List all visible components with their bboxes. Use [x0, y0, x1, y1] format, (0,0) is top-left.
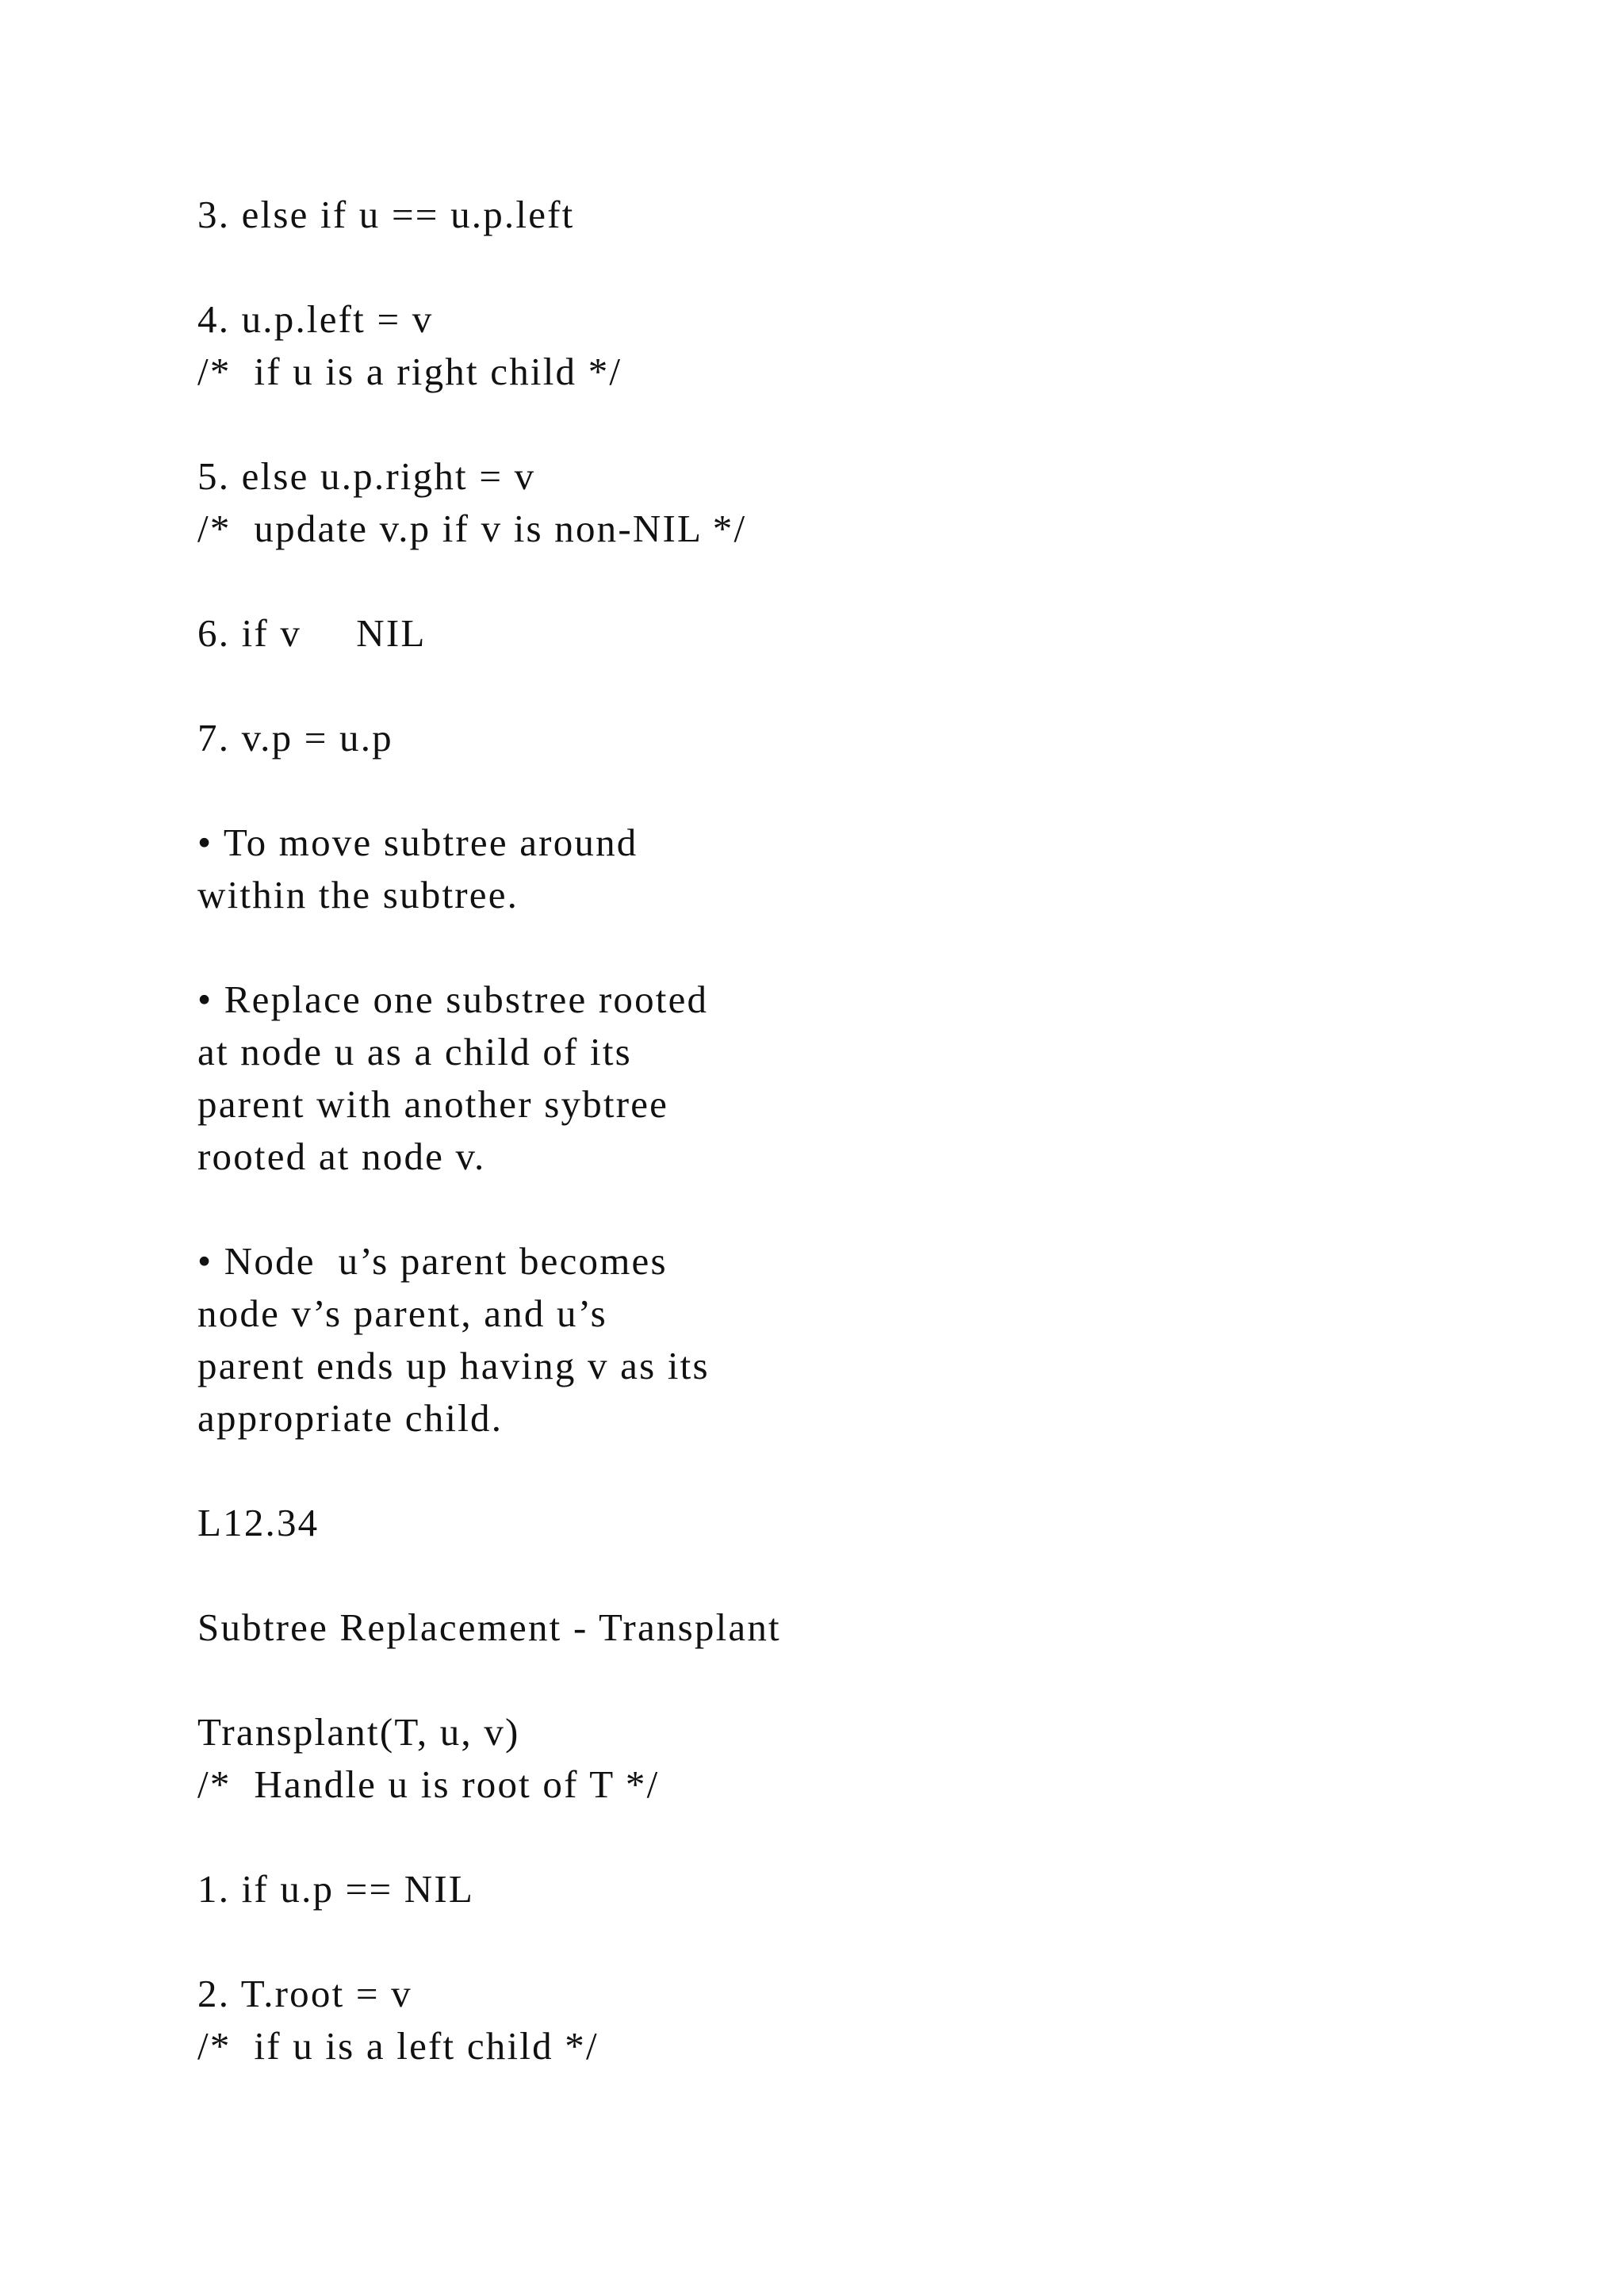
- bullet-replace-line-3: parent with another sybtree: [197, 1082, 669, 1126]
- blank-line: [197, 398, 1545, 450]
- bullet-move-subtree-line-1: • To move subtree around: [197, 821, 638, 864]
- bullet-replace-line-2: at node u as a child of its: [197, 1030, 632, 1073]
- bullet-replace-line-1: • Replace one substree rooted: [197, 978, 709, 1021]
- code-line-1: 1. if u.p == NIL: [197, 1867, 475, 1911]
- blank-line: [197, 921, 1545, 974]
- blank-line: [197, 555, 1545, 607]
- code-comment-update-vp: /* update v.p if v is non-NIL */: [197, 507, 747, 550]
- code-line-6: 6. if v   NIL: [197, 611, 427, 655]
- bullet-parent-line-1: • Node u’s parent becomes: [197, 1239, 668, 1283]
- slide-title: Subtree Replacement - Transplant: [197, 1605, 781, 1649]
- code-line-2: 2. T.root = v: [197, 1972, 412, 2015]
- bullet-parent-line-4: appropriate child.: [197, 1396, 504, 1440]
- blank-line: [197, 1654, 1545, 1706]
- code-comment-root: /* Handle u is root of T */: [197, 1762, 660, 1806]
- blank-line: [197, 1915, 1545, 1968]
- blank-line: [197, 1445, 1545, 1497]
- code-line-5: 5. else u.p.right = v: [197, 454, 536, 498]
- bullet-parent-line-2: node v’s parent, and u’s: [197, 1292, 607, 1335]
- blank-line: [197, 660, 1545, 712]
- bullet-parent-line-3: parent ends up having v as its: [197, 1344, 710, 1387]
- function-signature: Transplant(T, u, v): [197, 1710, 520, 1754]
- code-comment-left-child: /* if u is a left child */: [197, 2024, 599, 2068]
- blank-line: [197, 1183, 1545, 1235]
- code-line-3: 3. else if u == u.p.left: [197, 193, 575, 236]
- blank-line: [197, 1811, 1545, 1863]
- bullet-replace-line-4: rooted at node v.: [197, 1135, 486, 1178]
- code-line-4: 4. u.p.left = v: [197, 297, 434, 341]
- blank-line: [197, 1549, 1545, 1601]
- blank-line: [197, 241, 1545, 293]
- document-body: [197, 189, 1545, 2072]
- code-line-7: 7. v.p = u.p: [197, 716, 393, 760]
- code-comment-right-child: /* if u is a right child */: [197, 350, 622, 393]
- blank-line: [197, 764, 1545, 817]
- bullet-move-subtree-line-2: within the subtree.: [197, 873, 519, 916]
- slide-number: L12.34: [197, 1501, 320, 1544]
